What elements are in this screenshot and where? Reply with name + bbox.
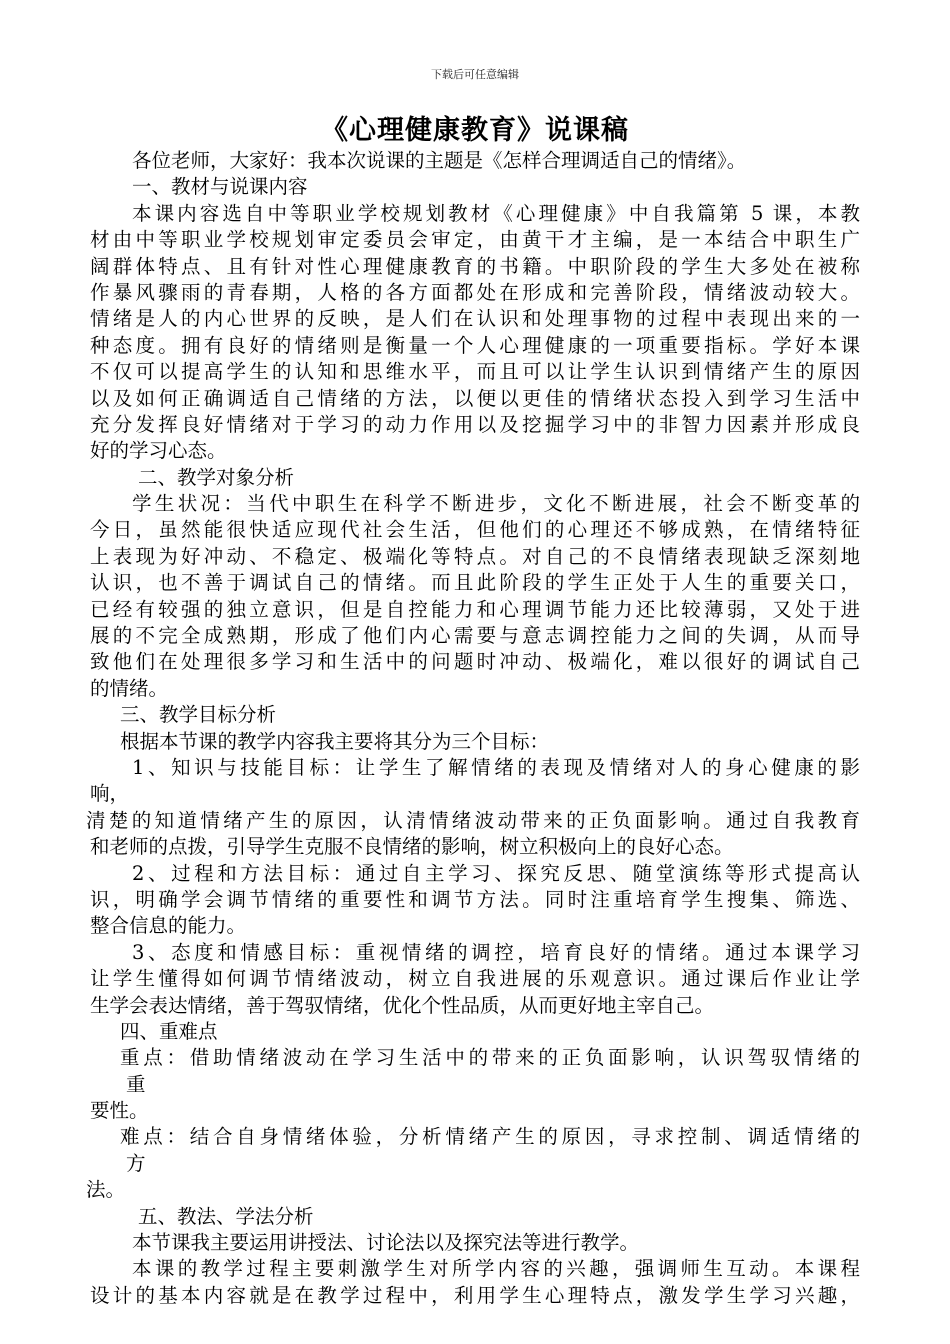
paragraph-line: 认识，也不善于调试自己的情绪。而且此阶段的学生正处于人生的重要关口， (90, 571, 860, 595)
section-heading: 五、教法、学法分析 (138, 1204, 314, 1228)
paragraph-line: 各位老师，大家好：我本次说课的主题是《怎样合理调适自己的情绪》。 (132, 149, 747, 172)
paragraph-line: 重点：借助情绪波动在学习生活中的带来的正负面影响，认识驾驭情绪的 (120, 1046, 860, 1070)
paragraph-line: 整合信息的能力。 (90, 914, 247, 938)
paragraph-line: 清楚的知道情绪产生的原因，认清情绪波动带来的正负面影响。通过自我教育 (86, 808, 860, 832)
paragraph-line: 法。 (86, 1178, 126, 1202)
paragraph-line: 致他们在处理很多学习和生活中的问题时冲动、极端化，难以很好的调试自己 (90, 650, 860, 674)
header-note: 下载后可任意编辑 (431, 68, 519, 81)
paragraph-line: 本节课我主要运用讲授法、讨论法以及探究法等进行教学。 (132, 1231, 640, 1255)
paragraph-line: 情绪是人的内心世界的反映，是人们在认识和处理事物的过程中表现出来的一 (90, 307, 860, 331)
paragraph-line: 学生状况：当代中职生在科学不断进步，文化不断进展，社会不断变革的 (132, 492, 860, 516)
paragraph-line: 以及如何正确调适自己情绪的方法，以便以更佳的情绪状态投入到学习生活中 (90, 386, 860, 410)
section-heading: 三、教学目标分析 (120, 703, 277, 727)
paragraph-line: 和老师的点拨，引导学生克服不良情绪的影响，树立积极向上的良好心态。 (90, 835, 734, 859)
document-body (86, 148, 860, 1309)
paragraph-line: 方 (126, 1151, 146, 1175)
paragraph-line: 1、知识与技能目标：让学生了解情绪的表现及情绪对人的身心健康的影 (132, 755, 860, 779)
paragraph-line: 今日，虽然能很快适应现代社会生活，但他们的心理还不够成熟，在情绪特征 (90, 518, 860, 542)
paragraph-line: 阔群体特点、且有针对性心理健康教育的书籍。中职阶段的学生大多处在被称 (90, 254, 860, 278)
paragraph-line: 的情绪。 (90, 676, 169, 700)
paragraph-line: 3、态度和情感目标：重视情绪的调控，培育良好的情绪。通过本课学习 (132, 940, 860, 964)
paragraph-line: 不仅可以提高学生的认知和思维水平，而且可以让学生认识到情绪产生的原因 (90, 360, 860, 384)
section-heading: 二、教学对象分析 (138, 465, 295, 489)
paragraph-line: 展的不完全成熟期，形成了他们内心需要与意志调控能力之间的失调，从而导 (90, 624, 860, 648)
paragraph-line: 重 (126, 1072, 146, 1096)
paragraph-line: 材由中等职业学校规划审定委员会审定，由黄干才主编，是一本结合中职生广 (90, 228, 860, 252)
paragraph-line: 2、过程和方法目标：通过自主学习、探究反思、随堂演练等形式提高认 (132, 861, 860, 885)
paragraph-line: 识，明确学会调节情绪的重要性和调节方法。同时注重培育学生搜集、筛选、 (90, 887, 860, 911)
paragraph-line: 充分发挥良好情绪对于学习的动力作用以及挖掘学习中的非智力因素并形成良 (90, 412, 860, 436)
paragraph-line: 上表现为好冲动、不稳定、极端化等特点。对自己的不良情绪表现缺乏深刻地 (90, 544, 860, 568)
paragraph-line: 种态度。拥有良好的情绪则是衡量一个人心理健康的一项重要指标。学好本课 (90, 333, 860, 357)
paragraph-line: 作暴风骤雨的青春期，人格的各方面都处在形成和完善阶段，情绪波动较大。 (90, 280, 860, 304)
paragraph-line: 生学会表达情绪，善于驾驭情绪，优化个性品质，从而更好地主宰自己。 (90, 993, 715, 1017)
page-title: 《心理健康教育》说课稿 (321, 115, 629, 146)
paragraph-line: 要性。 (90, 1099, 149, 1123)
paragraph-line: 根据本节课的教学内容我主要将其分为三个目标： (120, 729, 550, 753)
paragraph-line: 响， (90, 782, 130, 806)
section-heading: 四、重难点 (120, 1019, 218, 1043)
paragraph-line: 让学生懂得如何调节情绪波动，树立自我进展的乐观意识。通过课后作业让学 (90, 967, 860, 991)
paragraph-line: 已经有较强的独立意识，但是自控能力和心理调节能力还比较薄弱，又处于进 (90, 597, 860, 621)
paragraph-line: 好的学习心态。 (90, 439, 227, 463)
section-heading: 一、教材与说课内容 (132, 175, 308, 199)
paragraph-line: 难点：结合自身情绪体验，分析情绪产生的原因，寻求控制、调适情绪的 (120, 1125, 860, 1149)
paragraph-line: 设计的基本内容就是在教学过程中，利用学生心理特点，激发学生学习兴趣， (90, 1283, 860, 1307)
paragraph-line: 本课的教学过程主要刺激学生对所学内容的兴趣，强调师生互动。本课程 (132, 1257, 860, 1281)
paragraph-line: 本课内容选自中等职业学校规划教材《心理健康》中自我篇第 5 课，本教 (132, 201, 860, 225)
